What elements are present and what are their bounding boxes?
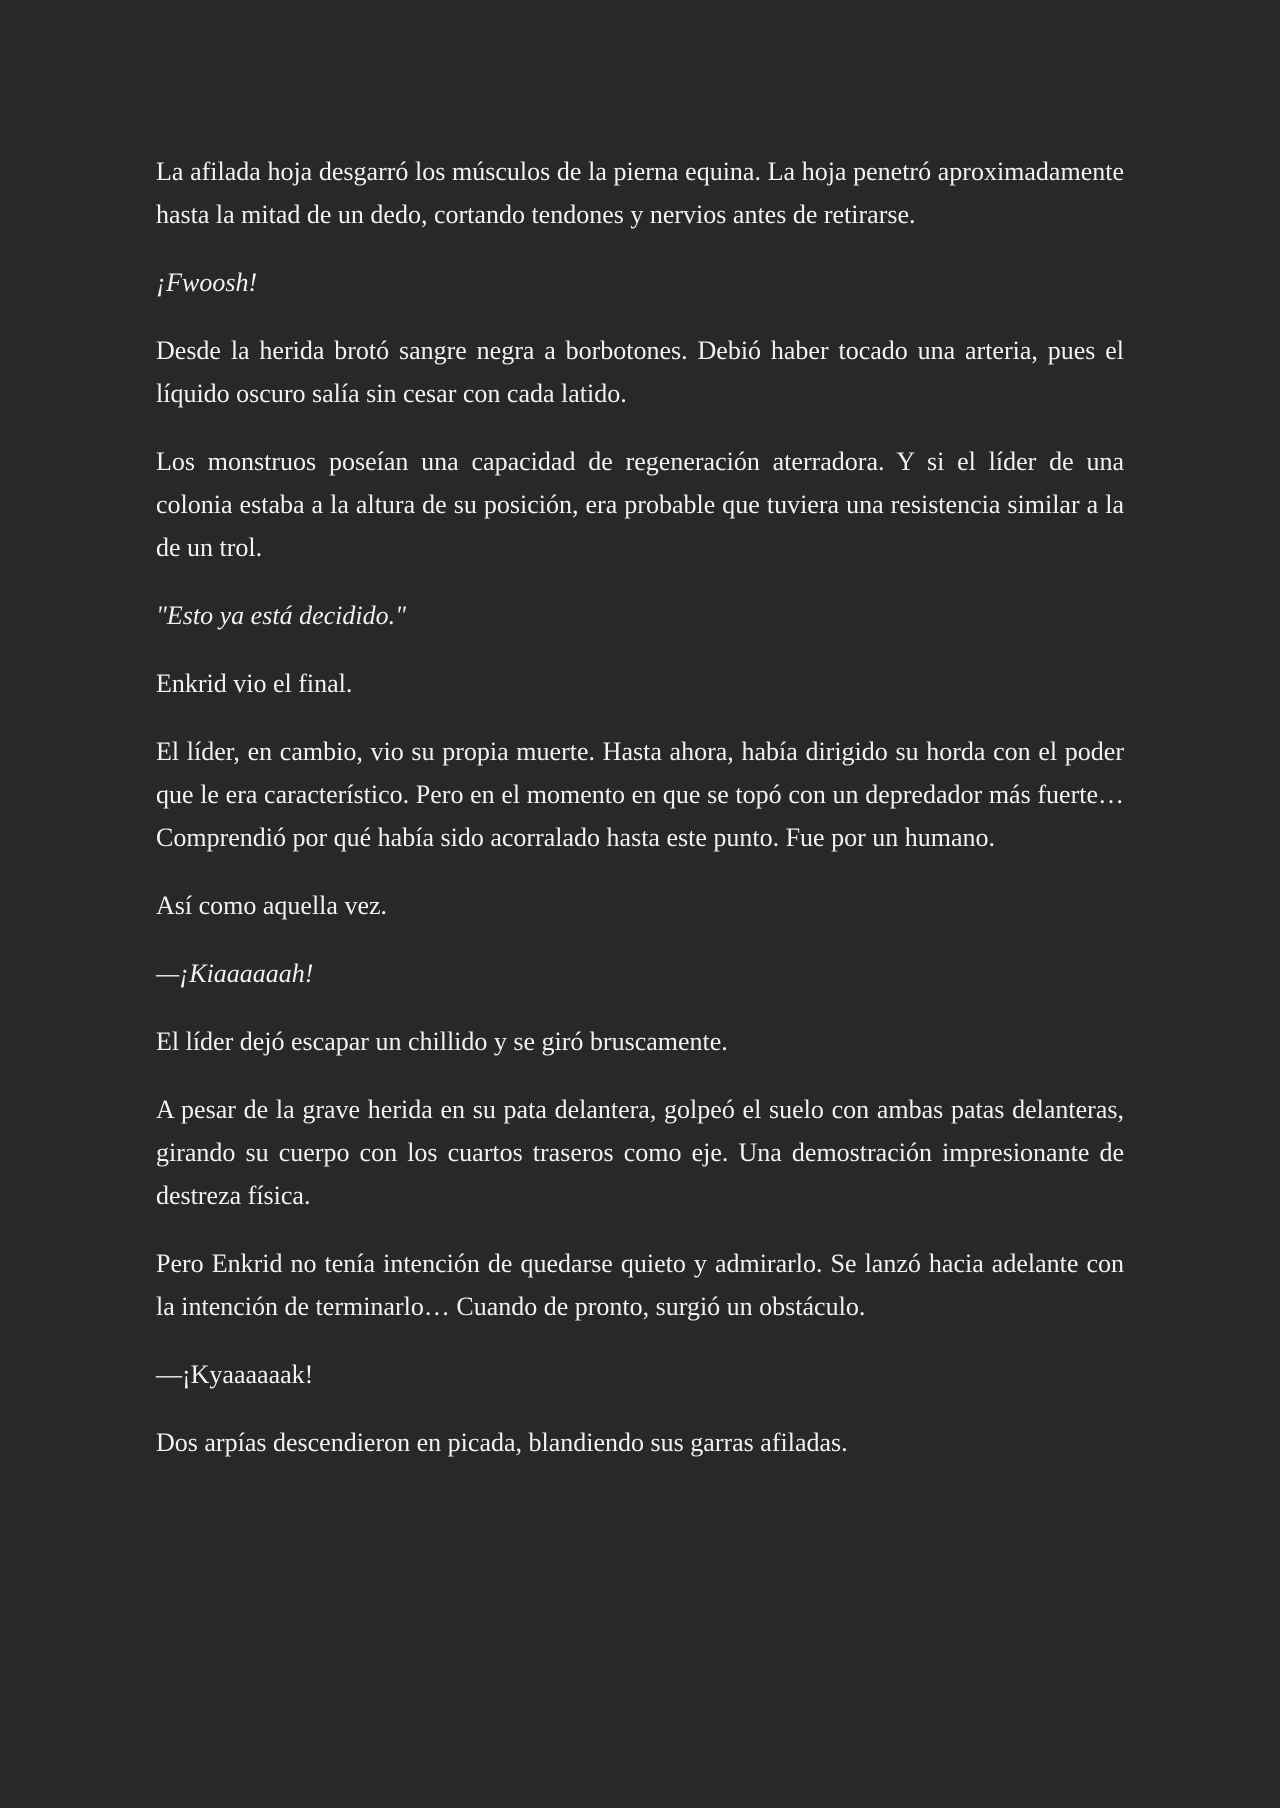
paragraph-5-thought: "Esto ya está decidido."	[156, 601, 407, 630]
paragraph-11: A pesar de la grave herida en su pata delantera, golpeó el suelo con ambas patas delanteras, girando su cuerpo con los cuartos traseros como eje. Una demostración impresionante de destreza física.	[156, 1095, 1124, 1210]
paragraph-3: Desde la herida brotó sangre negra a borbotones. Debió haber tocado una arteria, pues el líquido oscuro salía sin cesar con cada latido.	[156, 336, 1124, 408]
paragraph-4: Los monstruos poseían una capacidad de regeneración aterradora. Y si el líder de una colonia estaba a la altura de su posición, era probable que tuviera una resistencia similar a la de un trol.	[156, 447, 1124, 562]
paragraph-14: Dos arpías descendieron en picada, blandiendo sus garras afiladas.	[156, 1428, 848, 1457]
paragraph-6: Enkrid vio el final.	[156, 669, 353, 698]
paragraph-1: La afilada hoja desgarró los músculos de la pierna equina. La hoja penetró aproximadamente hasta la mitad de un dedo, cortando tendones y nervios antes de retirarse.	[156, 157, 1124, 229]
paragraph-9-sfx: —¡Kiaaaaaah!	[156, 959, 314, 988]
paragraph-7: El líder, en cambio, vio su propia muerte. Hasta ahora, había dirigido su horda con el poder que le era característico. Pero en el momento en que se topó con un depredador más fuerte… Comprendió por qué había sido acorralado hasta este punto. Fue por un humano.	[156, 737, 1124, 852]
paragraph-8: Así como aquella vez.	[156, 891, 388, 920]
paragraph-12: Pero Enkrid no tenía intención de quedarse quieto y admirarlo. Se lanzó hacia adelante con la intención de terminarlo… Cuando de pronto, surgió un obstáculo.	[156, 1249, 1124, 1321]
paragraph-13: —¡Kyaaaaaak!	[156, 1360, 314, 1389]
paragraph-10: El líder dejó escapar un chillido y se giró bruscamente.	[156, 1027, 728, 1056]
paragraph-2-sfx: ¡Fwoosh!	[156, 268, 258, 297]
chapter-text	[156, 150, 1124, 1464]
